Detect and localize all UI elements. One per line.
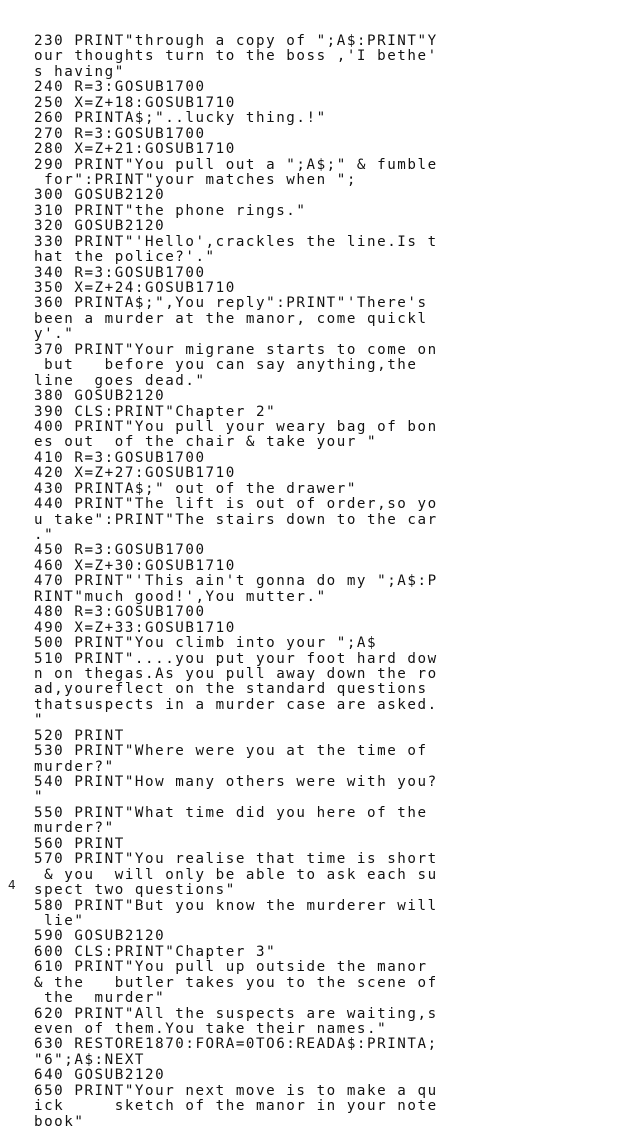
listing-line: 490 X=Z+33:GOSUB1710 xyxy=(34,620,236,636)
listing-line: es out of the chair & take your " xyxy=(34,435,378,451)
listing-line: 260 PRINTA$;"..lucky thing.!" xyxy=(34,111,327,127)
listing-line: 440 PRINT"The lift is out of order,so yo xyxy=(34,497,438,513)
listing-line: & you will only be able to ask each su xyxy=(34,867,438,883)
listing-line: even of them.You take their names." xyxy=(34,1022,388,1037)
listing-line: s having" xyxy=(34,64,125,80)
listing-line: 460 X=Z+30:GOSUB1710 xyxy=(34,558,236,574)
listing-line: 290 PRINT"You pull out a ";A$;" & fumble xyxy=(34,157,438,173)
listing-line: 330 PRINT"'Hello',crackles the line.Is t xyxy=(34,234,438,250)
listing-line: 360 PRINTA$;",You reply":PRINT"'There's xyxy=(34,296,428,312)
listing-line: 280 X=Z+21:GOSUB1710 xyxy=(34,142,236,158)
listing-line: 380 GOSUB2120 xyxy=(34,389,166,405)
listing-line: " xyxy=(34,713,45,729)
listing-line: book" xyxy=(34,1114,85,1130)
listing-line: line goes dead." xyxy=(34,373,206,389)
listing-line: 650 PRINT"Your next move is to make a qu xyxy=(34,1083,438,1099)
listing-line: 450 R=3:GOSUB1700 xyxy=(34,543,206,559)
listing-line: 240 R=3:GOSUB1700 xyxy=(34,80,206,96)
listing-line: 370 PRINT"Your migrane starts to come on xyxy=(34,342,438,358)
listing-line: lie" xyxy=(34,913,85,929)
listing-line: 630 RESTORE1870:FORA=0TO6:READA$:PRINTA; xyxy=(34,1037,438,1053)
listing-line: 340 R=3:GOSUB1700 xyxy=(34,265,206,281)
listing-line: 230 PRINT"through a copy of ";A$:PRINT"Y xyxy=(34,34,438,49)
listing-line: 540 PRINT"How many others were with you? xyxy=(34,775,438,790)
listing-line: 430 PRINTA$;" out of the drawer" xyxy=(34,481,357,497)
listing-line: murder?" xyxy=(34,759,115,775)
listing-line: 250 X=Z+18:GOSUB1710 xyxy=(34,95,236,111)
listing-line: hat the police?'." xyxy=(34,250,216,266)
listing-line: 560 PRINT xyxy=(34,836,125,852)
listing-line: ick sketch of the manor in your note xyxy=(34,1099,438,1115)
listing-line: been a murder at the manor, come quickl xyxy=(34,311,428,327)
listing-line: 300 GOSUB2120 xyxy=(34,188,166,204)
listing-line: murder?" xyxy=(34,821,115,837)
listing-line: but before you can say anything,the xyxy=(34,358,418,374)
listing-line: 420 X=Z+27:GOSUB1710 xyxy=(34,466,236,482)
listing-line: 600 CLS:PRINT"Chapter 3" xyxy=(34,944,277,960)
listing-line: 480 R=3:GOSUB1700 xyxy=(34,605,206,621)
listing-line: u take":PRINT"The stairs down to the car xyxy=(34,512,438,528)
listing-line: "6";A$:NEXT xyxy=(34,1052,146,1068)
listing-line: our thoughts turn to the boss ,'I bethe' xyxy=(34,49,438,65)
page-number: 4 xyxy=(8,878,16,892)
listing-line: spect two questions" xyxy=(34,883,236,899)
listing-line: 620 PRINT"All the suspects are waiting,s xyxy=(34,1006,438,1022)
listing-line: for":PRINT"your matches when "; xyxy=(34,172,357,188)
listing-line: 510 PRINT"....you put your foot hard dow xyxy=(34,651,438,667)
listing-line: 320 GOSUB2120 xyxy=(34,219,166,235)
listing-line: 550 PRINT"What time did you here of the xyxy=(34,805,428,821)
listing-line: thatsuspects in a murder case are asked. xyxy=(34,697,438,713)
basic-program-listing xyxy=(34,34,604,1130)
listing-line: ad,youreflect on the standard questions xyxy=(34,682,428,698)
listing-line: 470 PRINT"'This ain't gonna do my ";A$:P xyxy=(34,574,438,590)
listing-line: 500 PRINT"You climb into your ";A$ xyxy=(34,636,378,652)
listing-line: 400 PRINT"You pull your weary bag of bon xyxy=(34,419,438,435)
listing-line: 640 GOSUB2120 xyxy=(34,1068,166,1084)
listing-line: 270 R=3:GOSUB1700 xyxy=(34,126,206,142)
listing-line: 390 CLS:PRINT"Chapter 2" xyxy=(34,404,277,420)
listing-line: 610 PRINT"You pull up outside the manor xyxy=(34,960,428,976)
listing-line: n on thegas.As you pull away down the ro xyxy=(34,666,438,682)
listing-line: 520 PRINT xyxy=(34,728,125,744)
listing-line: the murder" xyxy=(34,991,166,1007)
listing-line: " xyxy=(34,790,45,806)
listing-line: 410 R=3:GOSUB1700 xyxy=(34,450,206,466)
listing-line: y'." xyxy=(34,327,75,343)
listing-line: 590 GOSUB2120 xyxy=(34,929,166,945)
listing-line: ." xyxy=(34,528,55,543)
listing-line: & the butler takes you to the scene of xyxy=(34,975,438,991)
listing-line: 570 PRINT"You realise that time is short xyxy=(34,852,438,868)
listing-line: 310 PRINT"the phone rings." xyxy=(34,203,307,219)
listing-line: 350 X=Z+24:GOSUB1710 xyxy=(34,281,236,296)
listing-line: 580 PRINT"But you know the murderer will xyxy=(34,898,438,914)
listing-line: 530 PRINT"Where were you at the time of xyxy=(34,744,428,760)
listing-line: RINT"much good!',You mutter." xyxy=(34,589,327,605)
